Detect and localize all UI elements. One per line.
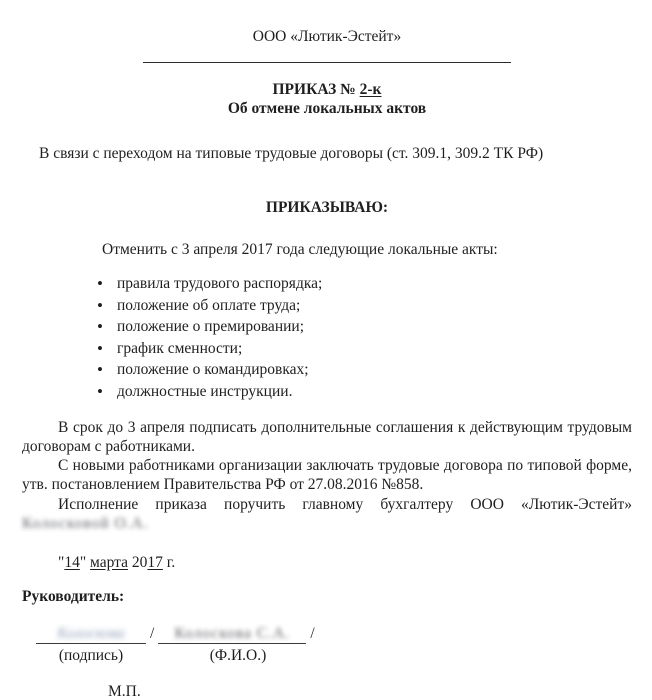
list-item: • правила трудового распорядка; (117, 273, 632, 295)
order-title-prefix: ПРИКАЗ № (272, 81, 360, 98)
signature-caption: (подпись) (58, 647, 124, 665)
date-open-quote: " (58, 554, 65, 572)
signature-row (22, 624, 632, 644)
redacted-fio: Колоскова С.А. (174, 625, 291, 643)
slash-separator: / (310, 625, 315, 643)
preamble-paragraph: В связи с переходом на типовые трудовые договоры (ст. 309.1, 309.2 ТК РФ) (39, 145, 544, 162)
order-title (22, 80, 632, 99)
order-subject: Об отмене локальных актов (227, 100, 427, 117)
date-year-last: 17 (147, 554, 163, 572)
order-paragraphs (22, 418, 632, 534)
signer-role-label: Руководитель: (22, 588, 125, 606)
slash-separator: / (150, 625, 155, 643)
signature-line (36, 624, 146, 644)
fio-line (158, 624, 306, 644)
cancelled-acts-list (22, 273, 632, 403)
fio-caption: (Ф.И.О.) (209, 647, 267, 665)
date-day: 14 (64, 554, 80, 572)
stamp-place-label: М.П. (108, 683, 141, 700)
redacted-executor-name: Колосковой О.А. (22, 515, 149, 533)
date-month: марта (90, 554, 129, 572)
agreements-paragraph: В срок до 3 апреля подписать дополнительные соглашения к действующим трудовым договорам с работниками. (22, 418, 632, 455)
date-line (22, 553, 632, 573)
header-divider-line (143, 62, 511, 63)
date-close-quote: " (79, 554, 87, 572)
directive-heading: ПРИКАЗЫВАЮ: (265, 199, 389, 216)
new-employees-paragraph: С новыми работниками организации заключать трудовые договора по типовой форме, утв. постановлением Правительства РФ от 27.08.2016 №858. (22, 457, 632, 494)
signature-captions (22, 646, 632, 666)
list-item: • положение о премировании; (117, 316, 632, 338)
company-name: ООО «Лютик-Эстейт» (252, 28, 402, 45)
list-item: • должностные инструкции. (117, 381, 632, 403)
assignment-text: Исполнение приказа поручить главному бухгалтеру ООО «Лютик-Эстейт» (58, 495, 632, 513)
date-year-first: 20 (131, 554, 148, 572)
list-item: • положение о командировках; (117, 359, 632, 381)
order-number: 2-к (359, 81, 382, 98)
assignment-paragraph (22, 495, 632, 534)
list-item: • график сменности; (117, 338, 632, 360)
date-suffix: г. (166, 554, 176, 572)
list-item: • положение об оплате труда; (117, 295, 632, 317)
cancel-intro-line: Отменить с 3 апреля 2017 года следующие локальные акты: (102, 241, 498, 258)
redacted-signature: Колоскова (57, 625, 125, 643)
